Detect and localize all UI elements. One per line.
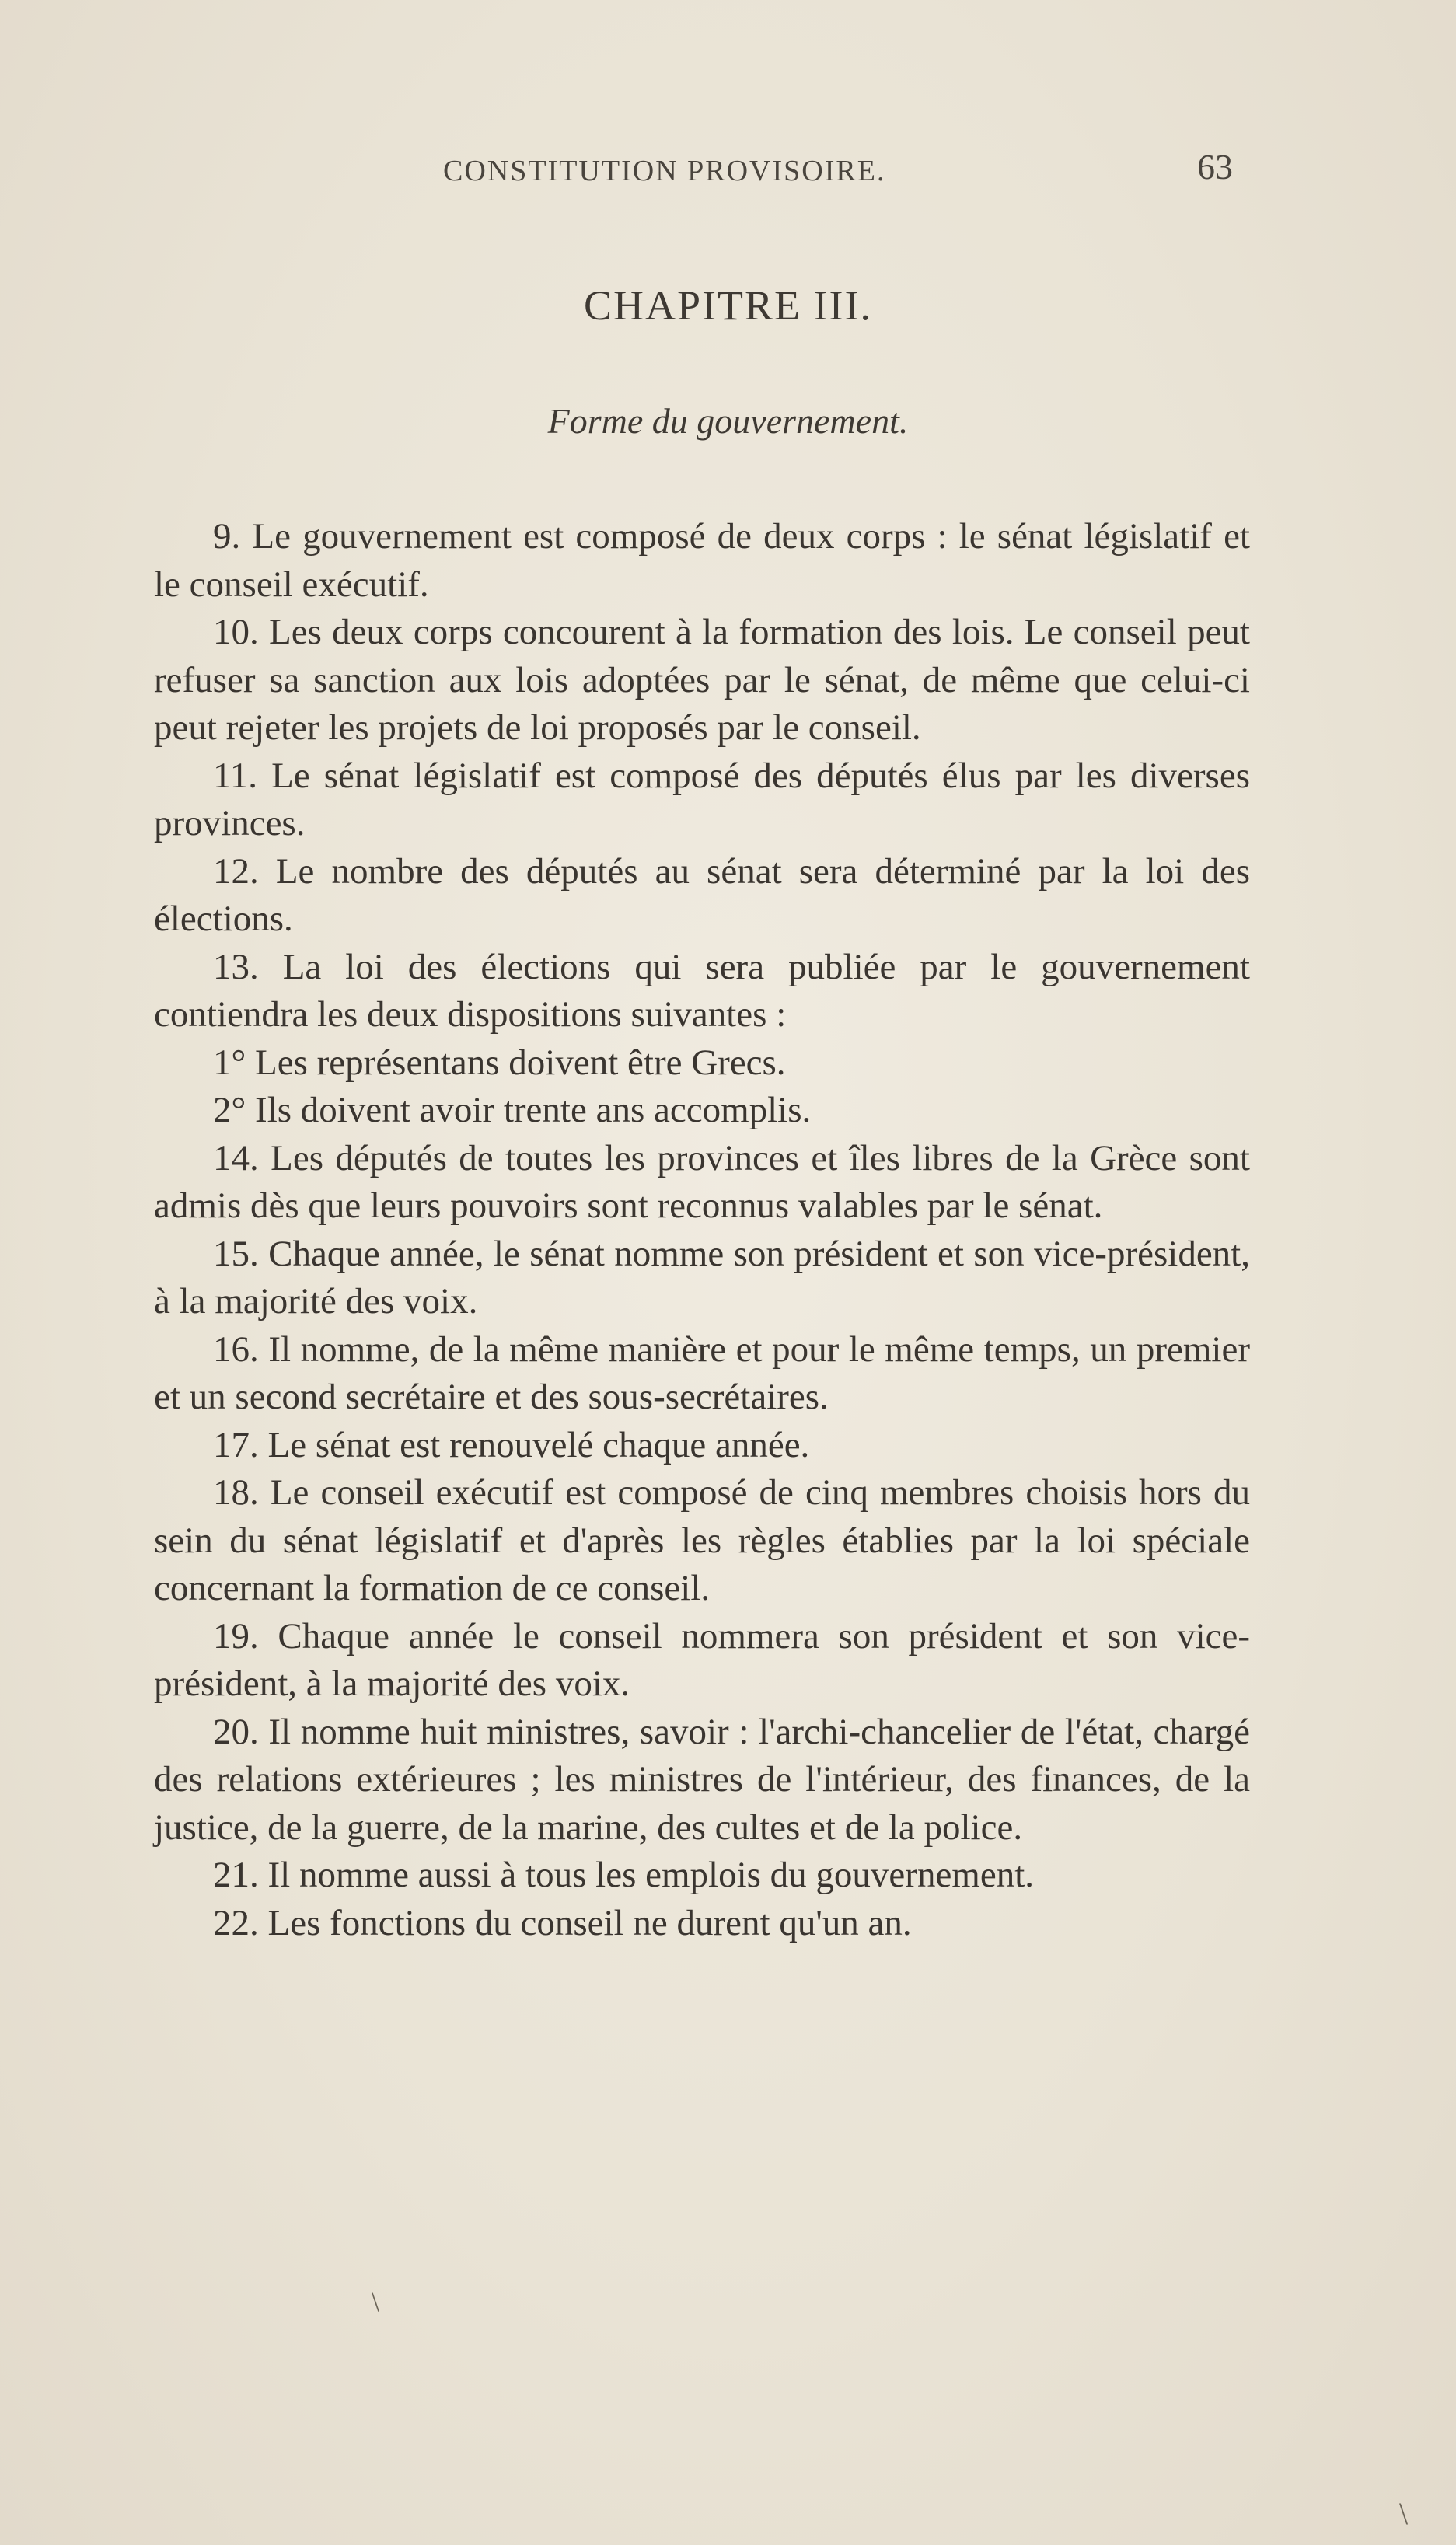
article-13-item-1: 1° Les représentans doivent être Grecs. [213, 1042, 786, 1083]
running-title: CONSTITUTION PROVISOIRE. [443, 155, 886, 187]
section-title: Forme du gouvernement. [547, 401, 909, 441]
article-17: 17. Le sénat est renouvelé chaque année. [213, 1424, 810, 1465]
stray-mark: \ [372, 2286, 380, 2317]
chapter-title: CHAPITRE III. [584, 282, 872, 329]
article-11: 11. Le sénat législatif est composé des députés élus par les diverses provinces. [154, 755, 1250, 843]
article-15: 15. Chaque année, le sénat nomme son président et son vice-président, à la majorité des voix. [154, 1233, 1250, 1321]
article-19: 19. Chaque année le conseil nommera son président et son vice-président, à la majorité des voix. [154, 1615, 1250, 1704]
article-22: 22. Les fonctions du conseil ne durent qu'un an. [213, 1902, 912, 1943]
article-21: 21. Il nomme aussi à tous les emplois du gouvernement. [213, 1855, 1035, 1895]
page-number: 63 [1197, 147, 1233, 187]
article-18: 18. Le conseil exécutif est composé de cinq membres choisis hors du sein du sénat législatif et d'après les règles établies par la loi spéciale concernant la formation de ce conseil. [154, 1472, 1250, 1608]
article-20: 20. Il nomme huit ministres, savoir : l'archi-chancelier de l'état, chargé des relations extérieures ; les ministres de l'intérieur, des finances, de la justice, de la guerre, de la marine, des cultes et de la police. [154, 1711, 1250, 1848]
article-13: 13. La loi des élections qui sera publiée par le gouvernement contiendra les deux dispositions suivantes : [154, 946, 1250, 1035]
body-text [154, 513, 1250, 1947]
corner-mark: \ [1399, 2496, 1409, 2531]
article-16: 16. Il nomme, de la même manière et pour le même temps, un premier et un second secrétaire et des sous-secrétaires. [154, 1328, 1250, 1417]
article-12: 12. Le nombre des députés au sénat sera déterminé par la loi des élections. [154, 850, 1250, 939]
article-14: 14. Les députés de toutes les provinces et îles libres de la Grèce sont admis dès que leurs pouvoirs sont reconnus valables par le sénat. [154, 1137, 1250, 1226]
article-13-item-2: 2° Ils doivent avoir trente ans accomplis. [213, 1090, 812, 1130]
article-10: 10. Les deux corps concourent à la formation des lois. Le conseil peut refuser sa sanction aux lois adoptées par le sénat, de même que celui-ci peut rejeter les projets de loi proposés par le conseil. [154, 612, 1250, 748]
article-9: 9. Le gouvernement est composé de deux corps : le sénat législatif et le conseil exécutif. [154, 516, 1250, 605]
